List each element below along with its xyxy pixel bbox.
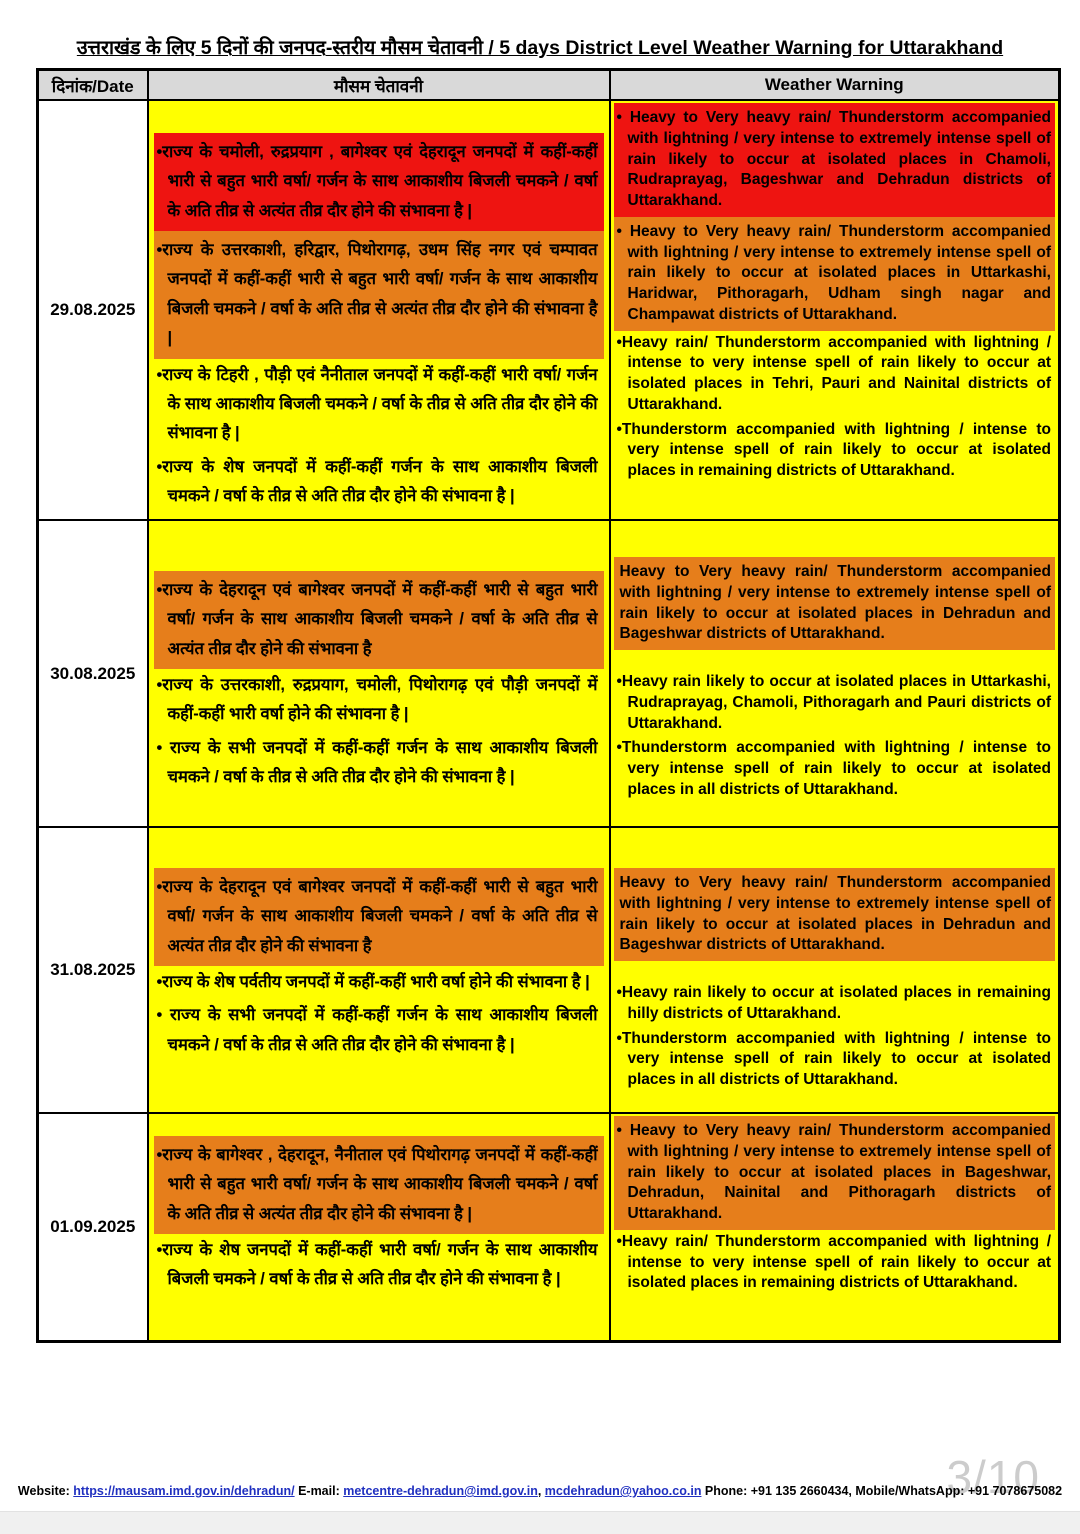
website-link[interactable]: https://mausam.imd.gov.in/dehradun/: [73, 1484, 295, 1498]
page-title: उत्तराखंड के लिए 5 दिनों की जनपद-स्तरीय मौसम चेतावनी / 5 days District Level Weather Warning for Uttarakhand: [76, 37, 1004, 59]
warning-paragraph-red: • Heavy to Very heavy rain/ Thunderstorm accompanied with lightning / very intense to extremely intense spell of rain likely to occur at isolated places in Chamoli, Rudraprayag, Bageshwar and Dehradun districts of Uttarakhand.: [614, 103, 1056, 217]
warning-paragraph-yellow: •Heavy rain likely to occur at isolated places in remaining hilly districts of Uttarakhand.: [616, 984, 1051, 1022]
warning-paragraph-yellow: •Heavy rain/ Thunderstorm accompanied with lightning / intense to very intense spell of rain likely to occur at isolated places in remaining districts of Uttarakhand.: [616, 1232, 1051, 1292]
warning-paragraph-orange: •राज्य के उत्तरकाशी, हरिद्वार, पिथोरागढ़, उधम सिंह नगर एवं चम्पावत जनपदों में कहीं-कहीं भारी से बहुत भारी वर्षा/ गर्जन के साथ आकाशीय बिजली चमकने / वर्षा के अति तीव्र से अत्यंत तीव्र दौर होने की संभावना है |: [154, 231, 604, 358]
footer-contact-line: [0, 1484, 1080, 1498]
warning-paragraph-yellow: •Thunderstorm accompanied with lightning / intense to very intense spell of rain likely to occur at isolated places in remaining districts of Uttarakhand.: [616, 420, 1051, 480]
warning-paragraph-yellow: •राज्य के शेष जनपदों में कहीं-कहीं गर्जन के साथ आकाशीय बिजली चमकने / वर्षा के तीव्र से अति तीव्र दौर होने की संभावना है |: [156, 457, 598, 505]
date-cell: 29.08.2025: [38, 100, 148, 520]
warning-paragraph-orange: •राज्य के देहरादून एवं बागेश्वर जनपदों में कहीं-कहीं भारी से बहुत भारी वर्षा/ गर्जन के साथ आकाशीय बिजली चमकने / वर्षा के अति तीव्र से अत्यंत तीव्र दौर होने की संभावना है: [154, 868, 604, 966]
warning-paragraph-yellow: • राज्य के सभी जनपदों में कहीं-कहीं गर्जन के साथ आकाशीय बिजली चमकने / वर्षा के तीव्र से अति तीव्र दौर होने की संभावना है |: [156, 738, 598, 787]
hindi-warning-cell: [148, 1113, 610, 1341]
warning-paragraph-yellow: •Thunderstorm accompanied with lightning / intense to very intense spell of rain likely to occur at isolated places in all districts of Uttarakhand.: [616, 739, 1051, 798]
phone-text: Phone: +91 135 2660434, Mobile/WhatsApp: +91 7078675082: [701, 1484, 1063, 1498]
english-warning-cell: [610, 1113, 1060, 1341]
table-row: [38, 827, 1060, 1113]
warning-paragraph-yellow: •राज्य के उत्तरकाशी, रुद्रप्रयाग, चमोली, पिथोरागढ़ एवं पौड़ी जनपदों में कहीं-कहीं भारी वर्षा होने की संभावना है |: [156, 676, 598, 724]
table-header-row: [38, 70, 1060, 101]
email-separator: ,: [537, 1484, 545, 1498]
warning-paragraph-orange: • Heavy to Very heavy rain/ Thunderstorm accompanied with lightning / very intense to extremely intense spell of rain likely to occur at isolated places in Bageshwar, Dehradun, Nainital and Pithoragarh districts of Uttarakhand.: [614, 1116, 1056, 1230]
warning-paragraph-orange: •राज्य के देहरादून एवं बागेश्वर जनपदों में कहीं-कहीं भारी से बहुत भारी वर्षा/ गर्जन के साथ आकाशीय बिजली चमकने / वर्षा के अति तीव्र से अत्यंत तीव्र दौर होने की संभावना है: [154, 571, 604, 669]
warning-paragraph-yellow: •राज्य के शेष जनपदों में कहीं-कहीं भारी वर्षा/ गर्जन के साथ आकाशीय बिजली चमकने / वर्षा के तीव्र से अति तीव्र दौर होने की संभावना है |: [156, 1241, 598, 1289]
english-warning-cell: [610, 827, 1060, 1113]
warning-paragraph-yellow: •Heavy rain/ Thunderstorm accompanied with lightning / intense to very intense spell of rain likely to occur at isolated places in Tehri, Pauri and Nainital districts of Uttarakhand.: [616, 333, 1051, 413]
email-link-yahoo[interactable]: mcdehradun@yahoo.co.in: [544, 1484, 702, 1498]
date-cell: 31.08.2025: [38, 827, 148, 1113]
warning-paragraph-orange: Heavy to Very heavy rain/ Thunderstorm accompanied with lightning / very intense to extremely intense spell of rain likely to occur at isolated places in Dehradun and Bageshwar districts of Uttarakhand.: [614, 868, 1056, 961]
warning-paragraph-orange: Heavy to Very heavy rain/ Thunderstorm accompanied with lightning / very intense to extremely intense spell of rain likely to occur at isolated places in Dehradun and Bageshwar districts of Uttarakhand.: [614, 557, 1056, 650]
header-english-warning: Weather Warning: [610, 70, 1060, 101]
table-row: [38, 520, 1060, 827]
header-hindi-warning: मौसम चेतावनी: [148, 70, 610, 101]
website-label: Website:: [17, 1484, 74, 1498]
warning-paragraph-yellow: •राज्य के शेष पर्वतीय जनपदों में कहीं-कहीं भारी वर्षा होने की संभावना है |: [156, 973, 590, 992]
header-date: दिनांक/Date: [38, 70, 148, 101]
warning-paragraph-yellow: • राज्य के सभी जनपदों में कहीं-कहीं गर्जन के साथ आकाशीय बिजली चमकने / वर्षा के तीव्र से अति तीव्र दौर होने की संभावना है |: [156, 1006, 598, 1054]
hindi-warning-cell: [148, 827, 610, 1113]
english-warning-cell: [610, 520, 1060, 827]
warning-paragraph-yellow: •Heavy rain likely to occur at isolated places in Uttarkashi, Rudraprayag, Chamoli, Pithoragarh and Pauri districts of Uttarakhand.: [616, 673, 1051, 732]
bottom-gray-band: [0, 1511, 1080, 1534]
hindi-warning-cell: [148, 520, 610, 827]
warning-paragraph-red: •राज्य के चमोली, रुद्रप्रयाग , बागेश्वर एवं देहरादून जनपदों में कहीं-कहीं भारी से बहुत भारी वर्षा/ गर्जन के साथ आकाशीय बिजली चमकने / वर्षा के अति तीव्र से अत्यंत तीव्र दौर होने की संभावना है |: [154, 133, 604, 231]
email-label: E-mail:: [294, 1484, 344, 1498]
english-warning-cell: [610, 100, 1060, 520]
page-number: 3/10: [946, 1451, 1040, 1503]
warning-paragraph-orange: •राज्य के बागेश्वर , देहरादून, नैनीताल एवं पिथोरागढ़ जनपदों में कहीं-कहीं भारी से बहुत भारी वर्षा/ गर्जन के साथ आकाशीय बिजली चमकने / वर्षा के अति तीव्र से अत्यंत तीव्र दौर होने की संभावना है |: [154, 1136, 604, 1234]
table-row: [38, 1113, 1060, 1341]
date-cell: 01.09.2025: [38, 1113, 148, 1341]
date-cell: 30.08.2025: [38, 520, 148, 827]
weather-warning-table: [36, 68, 1061, 1343]
warning-paragraph-yellow: •राज्य के टिहरी , पौड़ी एवं नैनीताल जनपदों में कहीं-कहीं भारी वर्षा/ गर्जन के साथ आकाशीय बिजली चमकने / वर्षा के तीव्र से अति तीव्र दौर होने की संभावना है |: [156, 365, 598, 443]
email-link-imd[interactable]: metcentre-dehradun@imd.gov.in: [343, 1484, 538, 1498]
warning-paragraph-yellow: •Thunderstorm accompanied with lightning / intense to very intense spell of rain likely to occur at isolated places in all districts of Uttarakhand.: [616, 1029, 1051, 1089]
table-row: [38, 100, 1060, 520]
hindi-warning-cell: [148, 100, 610, 520]
warning-paragraph-orange: • Heavy to Very heavy rain/ Thunderstorm accompanied with lightning / very intense to extremely intense spell of rain likely to occur at isolated places in Uttarkashi, Haridwar, Pithoragarh, Udham singh nagar and Champawat districts of Uttarakhand.: [614, 217, 1056, 331]
